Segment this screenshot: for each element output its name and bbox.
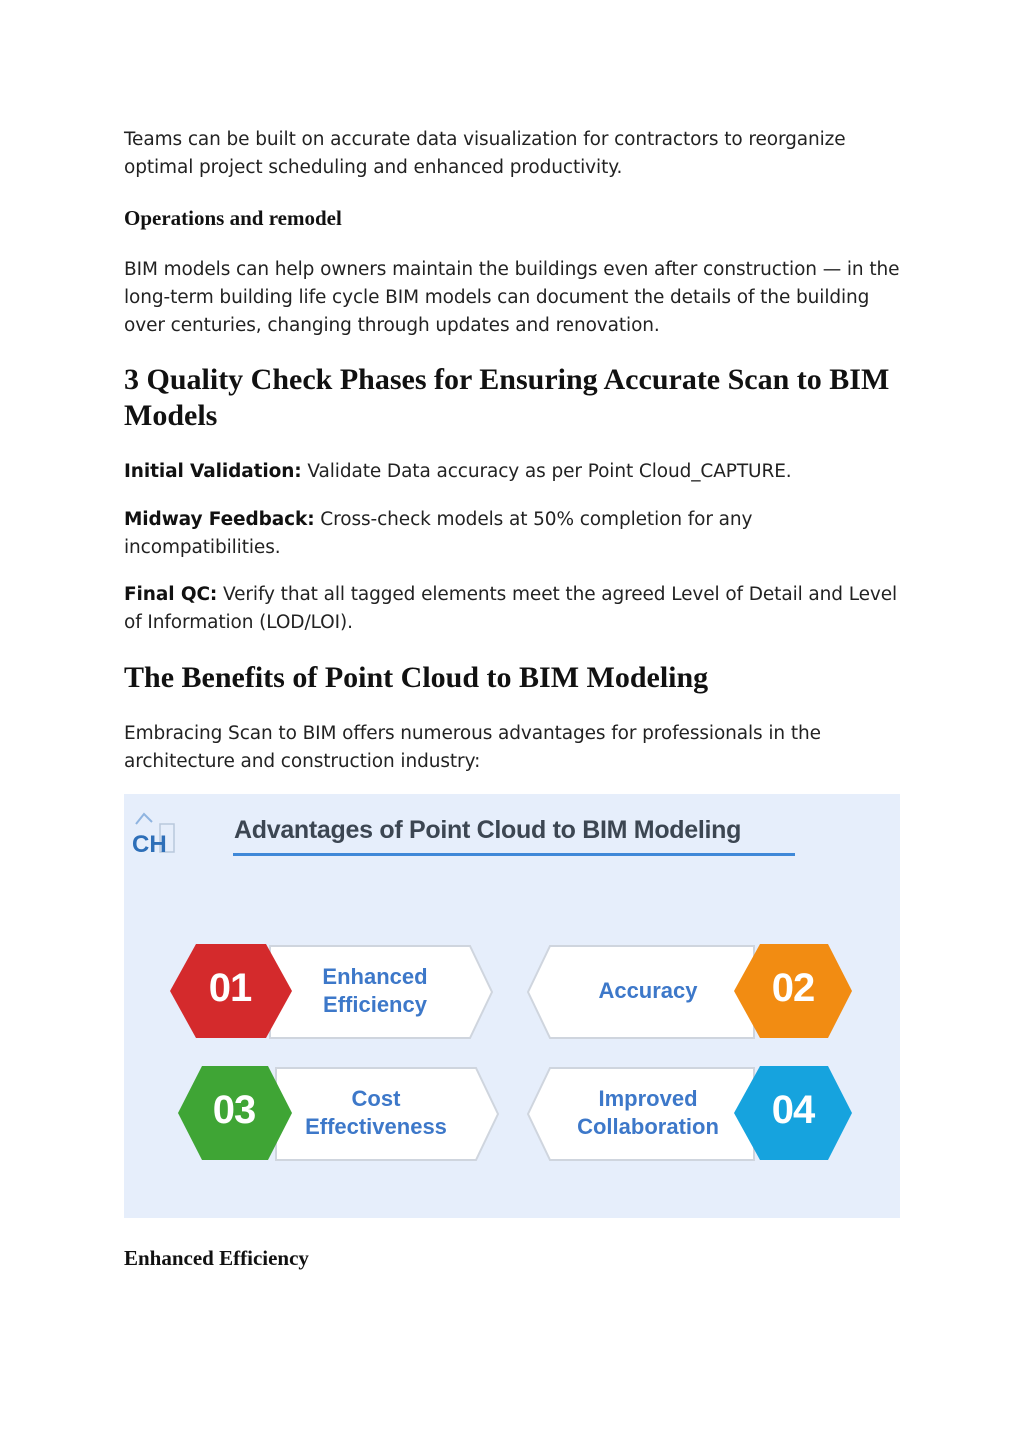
enhanced-efficiency-heading: Enhanced Efficiency xyxy=(124,1246,309,1270)
quality-item-lead: Midway Feedback: xyxy=(124,509,315,530)
quality-item-final xyxy=(124,581,900,637)
operations-paragraph: BIM models can help owners maintain the buildings even after construction — in the long-term building life cycle BIM models can document the details of the building over centuries, changing through updates and renovation. xyxy=(124,259,900,336)
benefits-paragraph: Embracing Scan to BIM offers numerous advantages for professionals in the architecture and construction industry: xyxy=(124,723,821,772)
intro-paragraph: Teams can be built on accurate data visualization for contractors to reorganize optimal project scheduling and enhanced productivity. xyxy=(124,129,846,178)
operations-heading: Operations and remodel xyxy=(124,206,342,230)
logo-text: CH xyxy=(132,831,167,856)
card-number: 04 xyxy=(771,1088,815,1132)
card-label-line: Collaboration xyxy=(577,1114,719,1139)
card-label-line: Improved xyxy=(598,1086,698,1111)
company-logo xyxy=(130,810,180,856)
quality-item-initial xyxy=(124,458,900,486)
advantage-card-01 xyxy=(170,940,500,1042)
quality-item-text: Validate Data accuracy as per Point Cloud_CAPTURE. xyxy=(301,461,792,482)
card-label-line: Enhanced xyxy=(322,964,428,989)
card-label xyxy=(558,1078,738,1148)
quality-item-lead: Initial Validation: xyxy=(124,461,302,482)
infographic-title: Advantages of Point Cloud to BIM Modeling xyxy=(234,816,742,844)
card-number: 03 xyxy=(212,1088,256,1132)
card-label xyxy=(558,956,738,1026)
advantages-infographic xyxy=(124,794,900,1218)
quality-heading: 3 Quality Check Phases for Ensuring Accurate Scan to BIM Models xyxy=(124,363,890,432)
quality-item-text: Cross-check models at 50% completion for any incompatibilities. xyxy=(124,509,753,558)
card-label-line: Effectiveness xyxy=(305,1114,447,1139)
card-label xyxy=(291,1078,461,1148)
quality-item-text: Verify that all tagged elements meet the agreed Level of Detail and Level of Information (LOD/LOI). xyxy=(124,584,898,633)
benefits-heading: The Benefits of Point Cloud to BIM Modeling xyxy=(124,661,709,694)
card-number: 02 xyxy=(771,966,815,1010)
card-number: 01 xyxy=(208,966,252,1010)
quality-item-midway xyxy=(124,506,900,562)
card-label xyxy=(290,956,460,1026)
card-label-line: Cost xyxy=(351,1086,401,1111)
advantage-card-02 xyxy=(528,940,858,1042)
title-underline xyxy=(233,853,795,856)
card-label-line: Efficiency xyxy=(323,992,427,1017)
advantage-card-03 xyxy=(176,1062,506,1164)
card-label-line: Accuracy xyxy=(598,978,698,1003)
quality-item-lead: Final QC: xyxy=(124,584,218,605)
advantage-card-04 xyxy=(528,1062,858,1164)
